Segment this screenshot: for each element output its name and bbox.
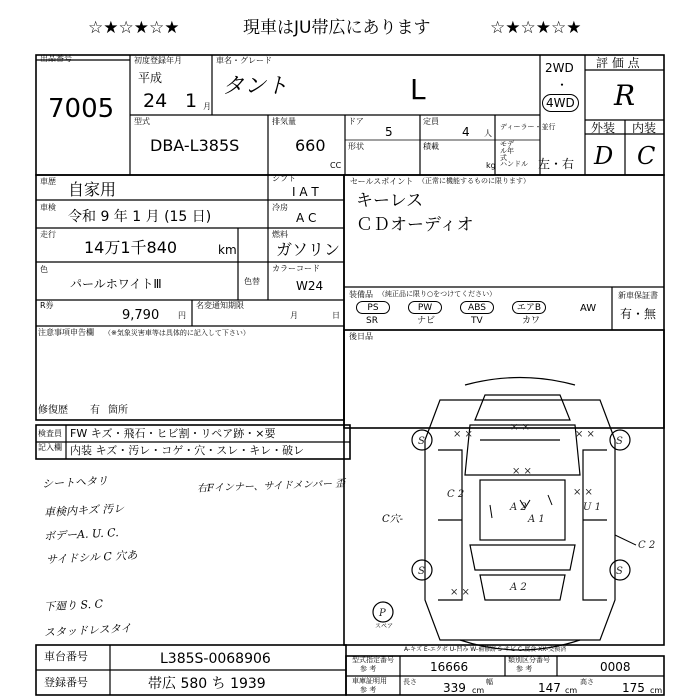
registration-year: 24 bbox=[143, 90, 168, 112]
door-label: ドア bbox=[348, 117, 364, 126]
lot-number: 7005 bbox=[48, 94, 115, 124]
equipment-abs: ABS bbox=[460, 301, 494, 314]
legend-text: A-キズ E-エクボ U-凹み W-補修跡 S-サビ C-腐食 XX-交換済 bbox=[404, 646, 567, 653]
plate-value: 帯広 580 ち 1939 bbox=[148, 676, 266, 692]
displacement-label: 排気量 bbox=[272, 117, 296, 126]
capacity-value: 4 bbox=[462, 125, 470, 139]
category-ref: 参 考 bbox=[516, 665, 533, 673]
recycle-amount: 9,790 bbox=[122, 308, 160, 323]
capacity-label: 定員 bbox=[423, 117, 439, 126]
model-year-label: モデル年式 bbox=[500, 140, 514, 162]
mark-xx-5: × × bbox=[450, 587, 470, 598]
notice-day-unit: 日 bbox=[332, 311, 340, 320]
ac-label: 冷房 bbox=[272, 203, 288, 212]
vehicle-name-label: 車名・グレード bbox=[216, 56, 272, 65]
repair-label: 修復歴 bbox=[38, 405, 68, 416]
hw-c-note: C穴- bbox=[382, 514, 404, 525]
chassis-value: L385S-0068906 bbox=[160, 651, 271, 667]
notice-month-unit: 月 bbox=[290, 311, 298, 320]
sales-point-item-1: キーレス bbox=[356, 191, 424, 211]
length-unit: cm bbox=[472, 686, 485, 695]
lot-label: 出品番号 bbox=[40, 54, 72, 63]
hw-top-note: 右Fインナー、サイドメンバー 歪 bbox=[196, 478, 346, 495]
notes-label: 注意事項申告欄 bbox=[38, 328, 94, 337]
sales-point-sub: （正常に機能するものに限ります） bbox=[418, 177, 530, 185]
history-label: 車歴 bbox=[40, 177, 56, 186]
color-label: 色 bbox=[40, 265, 48, 274]
category-label: 類別区分番号 bbox=[508, 656, 550, 664]
hw-line1: シートヘタリ bbox=[41, 474, 109, 491]
shift-label: シフト bbox=[272, 174, 296, 183]
checker-label-bottom: 記入欄 bbox=[38, 443, 62, 452]
registration-label: 初度登録年月 bbox=[134, 56, 182, 65]
equipment-tv: TV bbox=[471, 316, 483, 326]
color-code-label: カラーコード bbox=[272, 264, 320, 273]
mark-s-fr: S bbox=[616, 436, 623, 447]
repaint-label: 色替 bbox=[244, 277, 260, 286]
registration-era: 平成 bbox=[138, 71, 163, 85]
exterior-label: 外装 bbox=[591, 121, 616, 135]
new-manual-label: 新車保証書 bbox=[618, 291, 658, 300]
header-stars-right: ☆★☆★☆★ bbox=[490, 18, 582, 38]
equipment-pw: PW bbox=[408, 301, 442, 314]
cert-label: 車庫証明用 bbox=[352, 677, 387, 685]
mark-xx-6: × × bbox=[573, 487, 593, 498]
hw-line6: スタッドレスタイ bbox=[43, 621, 132, 640]
height-unit: cm bbox=[650, 686, 663, 695]
evaluation-score: R bbox=[614, 79, 636, 112]
displacement-unit: CC bbox=[330, 161, 342, 170]
hw-line4: サイドシル C 穴あ bbox=[45, 548, 138, 567]
checker-row1: FW キズ・飛石・ヒビ割・リペア跡・×要 bbox=[70, 427, 276, 440]
recycle-label: R券 bbox=[40, 301, 54, 310]
length-label: 長さ bbox=[403, 678, 417, 686]
shape-label: 形状 bbox=[348, 142, 364, 151]
mileage-unit: km bbox=[218, 243, 237, 257]
designation-value: 16666 bbox=[430, 660, 469, 674]
model-label: 型式 bbox=[134, 117, 150, 126]
sales-point-label: セールスポイント bbox=[350, 177, 414, 186]
handle-label: ハンドル bbox=[500, 160, 528, 168]
mark-xx-2: × × bbox=[510, 422, 530, 433]
hw-line3: ボデーA. U. C. bbox=[43, 526, 120, 543]
equipment-airbag: エアB bbox=[512, 301, 546, 314]
repair-value: 有 bbox=[90, 405, 100, 416]
designation-ref: 参 考 bbox=[360, 665, 377, 673]
height-label: 高さ bbox=[580, 678, 594, 686]
mark-xx-3: × × bbox=[575, 429, 595, 440]
exterior-grade: D bbox=[594, 142, 614, 170]
cert-ref: 参 考 bbox=[360, 686, 377, 694]
width-value: 147 bbox=[538, 681, 561, 695]
dealer-label: ディーラー・並行 bbox=[500, 123, 556, 131]
recycle-unit: 円 bbox=[178, 311, 186, 320]
door-value: 5 bbox=[385, 125, 393, 139]
mark-c2-left: C 2 bbox=[447, 489, 465, 500]
drive-dot: ・ bbox=[556, 78, 569, 92]
load-label: 積載 bbox=[423, 142, 439, 151]
mileage-label: 走行 bbox=[40, 230, 56, 239]
color-code-value: W24 bbox=[296, 279, 324, 293]
equipment-sr: SR bbox=[366, 316, 378, 326]
equipment-navi: ナビ bbox=[417, 316, 436, 326]
fuel-value: ガソリン bbox=[276, 240, 341, 259]
mileage-value: 14万1千840 bbox=[84, 238, 178, 257]
mark-xx-4: × × bbox=[512, 466, 532, 477]
spare-label: スペア bbox=[375, 623, 394, 630]
notice-label: 名変通知期限 bbox=[196, 301, 244, 310]
designation-label: 型式指定番号 bbox=[352, 656, 394, 664]
registration-month: 1 bbox=[185, 90, 198, 112]
header-location: 現車はJU帯広にあります bbox=[243, 18, 431, 38]
mark-s-rl: S bbox=[418, 566, 425, 577]
capacity-unit: 人 bbox=[484, 129, 492, 138]
rear-seat-label: 後日品 bbox=[349, 332, 373, 341]
mark-xx-1: × × bbox=[453, 429, 473, 440]
inspection-label: 車検 bbox=[40, 203, 56, 212]
height-value: 175 bbox=[622, 681, 645, 695]
header-stars-left: ☆★☆★☆★ bbox=[88, 18, 180, 38]
history-value: 自家用 bbox=[68, 180, 117, 199]
equipment-label: 装備品 bbox=[349, 290, 373, 299]
plate-label: 登録番号 bbox=[44, 676, 88, 689]
model-value: DBA-L385S bbox=[150, 136, 240, 155]
length-value: 339 bbox=[443, 681, 466, 695]
equipment-ps: PS bbox=[356, 301, 390, 314]
drive-4wd: 4WD bbox=[542, 94, 579, 112]
registration-month-unit: 月 bbox=[203, 102, 211, 111]
shift-value: I A T bbox=[292, 185, 319, 199]
mark-s-rr: S bbox=[616, 566, 623, 577]
hw-line2: 車検内キズ 汚レ bbox=[43, 501, 125, 520]
chassis-label: 車台番号 bbox=[44, 650, 88, 663]
new-manual-value: 有・無 bbox=[620, 307, 657, 321]
inspection-value: 令和 9 年 1 月 (15 日) bbox=[68, 209, 212, 225]
hw-line5: 下廻り S. C bbox=[43, 597, 104, 614]
width-unit: cm bbox=[565, 686, 578, 695]
width-label: 幅 bbox=[486, 678, 493, 686]
checker-row2: 内装 キズ・汚レ・コゲ・穴・スレ・キレ・破レ bbox=[70, 444, 305, 457]
mark-a2-rear: A 2 bbox=[510, 582, 527, 593]
interior-grade: C bbox=[637, 142, 656, 170]
interior-label: 内装 bbox=[632, 121, 657, 135]
mark-c2-right: C 2 bbox=[638, 540, 656, 551]
mark-a1: A 1 bbox=[528, 514, 545, 525]
load-unit: kg bbox=[486, 161, 496, 170]
equipment-aw: AW bbox=[580, 303, 597, 314]
mark-s-fl: S bbox=[418, 436, 425, 447]
mark-a2-center: A 2 bbox=[510, 502, 527, 513]
handle-value: 左・右 bbox=[538, 157, 575, 171]
mark-p: P bbox=[379, 608, 386, 619]
category-value: 0008 bbox=[600, 660, 631, 674]
color-value: パールホワイトⅢ bbox=[70, 277, 162, 291]
mark-u1: U 1 bbox=[583, 502, 601, 513]
equipment-sub: （純正品に限り○をつけてください） bbox=[378, 290, 497, 298]
displacement-value: 660 bbox=[295, 136, 326, 155]
equipment-leather: カワ bbox=[522, 316, 541, 326]
vehicle-name: タント bbox=[222, 74, 289, 99]
vehicle-grade: L bbox=[410, 73, 426, 106]
fuel-label: 燃料 bbox=[272, 230, 288, 239]
evaluation-label: 評 価 点 bbox=[596, 56, 640, 70]
notes-sub: （※気象災害車等は具体的に記入して下さい） bbox=[104, 329, 250, 337]
ac-value: A C bbox=[296, 211, 317, 225]
repair-parts: 箇所 bbox=[108, 405, 128, 416]
sales-point-item-2: ＣＤオーディオ bbox=[356, 215, 474, 235]
drive-2wd: 2WD bbox=[545, 61, 574, 75]
checker-label-top: 検査員 bbox=[38, 429, 62, 438]
